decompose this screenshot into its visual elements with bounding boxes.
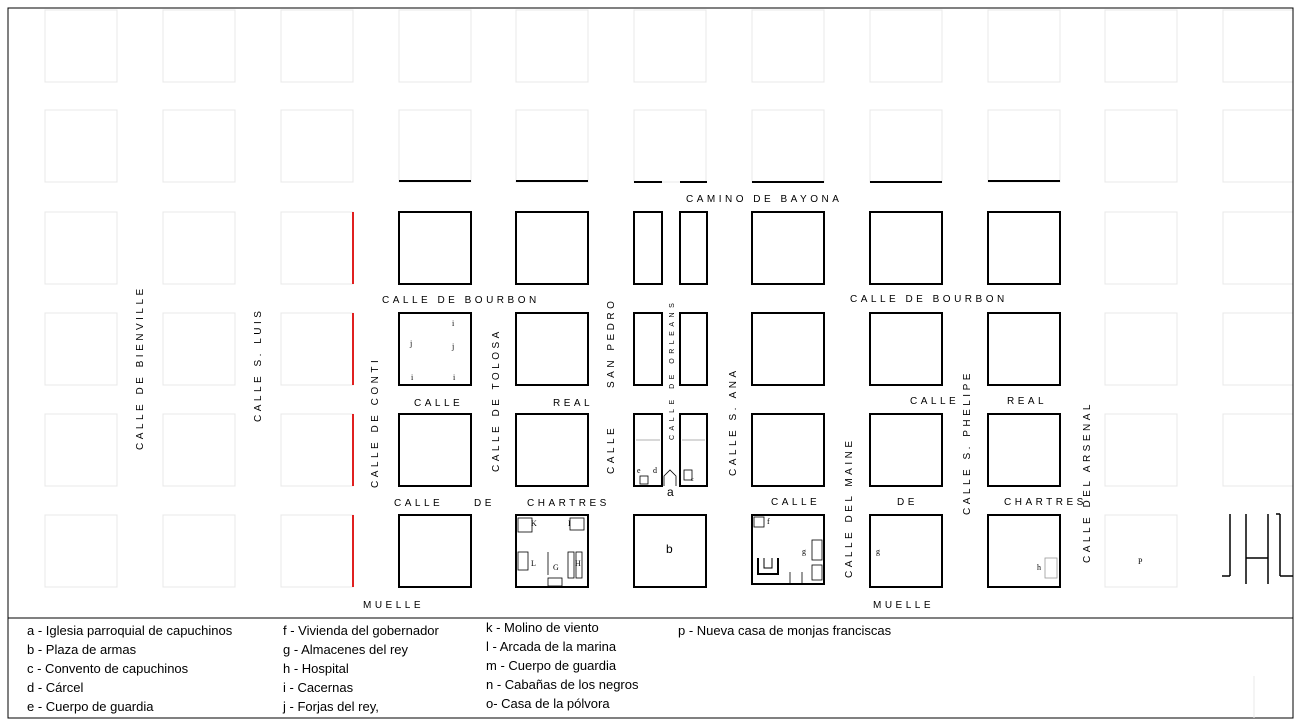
marker-j: j: [452, 342, 455, 351]
street-muelle-left: MUELLE: [363, 600, 425, 611]
marker-l: L: [531, 559, 536, 568]
legend-entry: i - Cacernas: [283, 680, 354, 695]
legend-entry: f - Vivienda del gobernador: [283, 623, 439, 638]
street-bourbon-left: CALLE DE BOURBON: [382, 295, 540, 306]
marker-i: i: [411, 373, 414, 382]
legend-entry: n - Cabañas de los negros: [486, 677, 639, 692]
street-arsenal: CALLE DEL ARSENAL: [1082, 401, 1093, 563]
marker-p: P: [1138, 557, 1143, 566]
street-bourbon-right: CALLE DE BOURBON: [850, 294, 1008, 305]
street-real-left-1: CALLE: [414, 398, 464, 409]
street-chartres-right-1: CALLE: [771, 497, 821, 508]
street-camino-bayona: CAMINO DE BAYONA: [686, 194, 843, 205]
legend-entry: b - Plaza de armas: [27, 642, 137, 657]
street-chartres-left-1: CALLE: [394, 498, 444, 509]
street-real-right-1: CALLE: [910, 396, 960, 407]
marker-i: I: [568, 519, 571, 528]
marker-f: f: [767, 517, 770, 526]
legend-entry: k - Molino de viento: [486, 620, 599, 635]
street-chartres-left-2: DE: [474, 498, 495, 509]
marker-h: h: [1037, 563, 1041, 572]
legend-entry: c - Convento de capuchinos: [27, 661, 189, 676]
street-s-ana: CALLE S. ANA: [728, 367, 739, 476]
marker-e: e: [637, 466, 641, 475]
street-s-luis: CALLE S. LUIS: [253, 307, 264, 422]
marker-h: H: [575, 559, 581, 568]
legend-entry: g - Almacenes del rey: [283, 642, 409, 657]
legend-entry: e - Cuerpo de guardia: [27, 699, 154, 714]
street-muelle-right: MUELLE: [873, 600, 935, 611]
street-conti: CALLE DE CONTI: [370, 356, 381, 488]
street-chartres-right-3: CHARTRES: [1004, 497, 1087, 508]
street-maine: CALLE DEL MAINE: [844, 437, 855, 578]
marker-d: d: [653, 466, 657, 475]
map-frame: [8, 8, 1293, 718]
legend-entry: o- Casa de la pólvora: [486, 696, 610, 711]
street-tolosa: CALLE DE TOLOSA: [491, 328, 502, 472]
marker-i: i: [453, 373, 456, 382]
marker-i: i: [452, 319, 455, 328]
legend-entry: l - Arcada de la marina: [486, 639, 617, 654]
street-chartres-left-3: CHARTRES: [527, 498, 610, 509]
street-chartres-right-2: DE: [897, 497, 918, 508]
legend-entry: d - Cárcel: [27, 680, 84, 695]
marker-m: G: [553, 563, 559, 572]
street-real-right-2: REAL: [1007, 396, 1048, 407]
street-real-left-2: REAL: [553, 398, 594, 409]
legend-entry: m - Cuerpo de guardia: [486, 658, 617, 673]
street-san-pedro-1: SAN PEDRO: [606, 297, 617, 388]
marker-a: a: [667, 485, 674, 499]
bayona-edge: [399, 181, 1060, 182]
legend-entry: h - Hospital: [283, 661, 349, 676]
legend-entry: p - Nueva casa de monjas franciscas: [678, 623, 892, 638]
marker-b: b: [666, 542, 673, 556]
legend-entry: a - Iglesia parroquial de capuchinos: [27, 623, 233, 638]
legend-entry: j - Forjas del rey,: [283, 699, 379, 714]
marker-c: c: [691, 477, 694, 483]
faint-grid: [45, 10, 1293, 587]
street-orleans: CALLE DE ORLEANS: [669, 298, 676, 440]
street-s-phelipe: CALLE S. PHELIPE: [962, 370, 973, 515]
marker-g: g: [802, 547, 806, 556]
marker-k: K: [531, 519, 537, 528]
marker-g: g: [876, 547, 880, 556]
street-bienville: CALLE DE BIENVILLE: [135, 285, 146, 450]
street-san-pedro-2: CALLE: [606, 424, 617, 474]
marker-j: j: [410, 339, 413, 348]
